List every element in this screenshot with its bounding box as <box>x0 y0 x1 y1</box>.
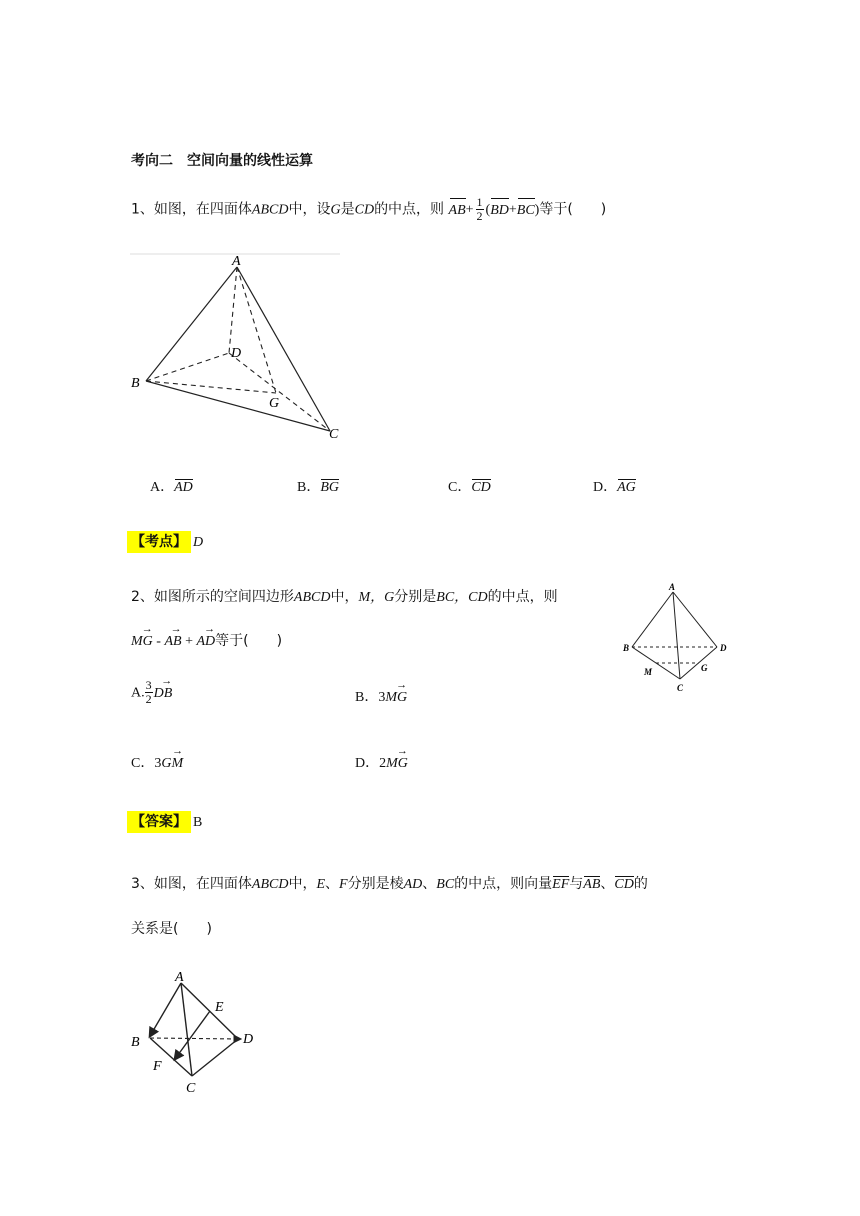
q1-option-d[interactable]: D．AG <box>593 480 636 495</box>
vector-cd: CD <box>614 877 634 892</box>
question-2: 2、如图所示的空间四边形ABCD中，M，G分别是BC，CD的中点，则 <box>131 589 558 605</box>
q2-option-b[interactable]: B．3MG → <box>355 686 407 706</box>
fig1-label-d: D <box>231 346 242 361</box>
question-3-line2: 关系是( ) <box>131 921 212 937</box>
fig2-label-d: D <box>720 643 727 653</box>
fig3-label-c: C <box>186 1081 196 1096</box>
figure-1-tetrahedron <box>128 250 343 445</box>
q2-option-d[interactable]: D．2MG → <box>355 752 408 772</box>
vector-bd: BD <box>490 199 509 223</box>
q2-answer-label: 【答案】 <box>127 811 191 833</box>
q1-answer <box>127 531 203 551</box>
q1-option-b[interactable]: B．BG <box>297 480 340 495</box>
fig1-label-c: C <box>329 427 339 442</box>
q1-number: 1、如图，在四面体 <box>131 201 252 218</box>
fig3-label-a: A <box>175 970 184 985</box>
section-title: 考向二 空间向量的线性运算 <box>131 153 313 169</box>
fig1-label-a: A <box>232 254 241 269</box>
vector-ef: EF <box>552 877 570 892</box>
q2-answer-value: B <box>193 815 203 830</box>
fig3-label-b: B <box>131 1035 140 1050</box>
fig2-label-g: G <box>701 663 708 673</box>
figure-3-tetrahedron <box>128 966 263 1096</box>
q1-option-a[interactable]: A．AD <box>150 480 193 495</box>
fig3-label-d: D <box>243 1032 254 1047</box>
question-3: 3、如图，在四面体ABCD中，E、F分别是棱AD、BC的中点，则向量EF与AB、CD的 <box>131 876 648 892</box>
vector-bc: BC <box>517 199 535 223</box>
fraction-half: $\frac{1}{2}$ <box>476 195 483 223</box>
fig2-label-b: B <box>623 643 630 653</box>
q2-answer <box>127 811 202 831</box>
fig3-label-f: F <box>153 1059 162 1074</box>
question-1: 1、如图，在四面体ABCD中，设G是CD的中点，则 AB+ $\frac{1}{2}$ (BD+BC)等于( ) <box>131 195 607 223</box>
q1-answer-label: 【考点】 <box>127 531 191 553</box>
q2-option-a[interactable]: A. $\frac{3}{2}$ DB → <box>131 679 172 706</box>
fig1-label-b: B <box>131 376 140 391</box>
fig2-label-m: M <box>644 667 653 677</box>
fig1-label-g: G <box>269 396 280 411</box>
fig3-label-e: E <box>215 1000 224 1015</box>
vector-ab: AB → <box>164 634 181 650</box>
figure-2-tetrahedron <box>618 580 738 698</box>
q2-option-c[interactable]: C．3GM → <box>131 752 183 772</box>
vector-ab: AB <box>449 199 466 223</box>
q1-option-c[interactable]: C．CD <box>448 480 491 495</box>
question-2-line2: MG → - AB → + AD →等于( ) <box>131 630 282 650</box>
q1-answer-value: D <box>193 535 204 550</box>
fig2-label-a: A <box>669 582 676 592</box>
vector-mg: MG → <box>131 634 153 650</box>
vector-ab: AB <box>583 877 601 892</box>
fig2-label-c: C <box>677 683 684 693</box>
vector-ad: AD → <box>196 634 215 650</box>
